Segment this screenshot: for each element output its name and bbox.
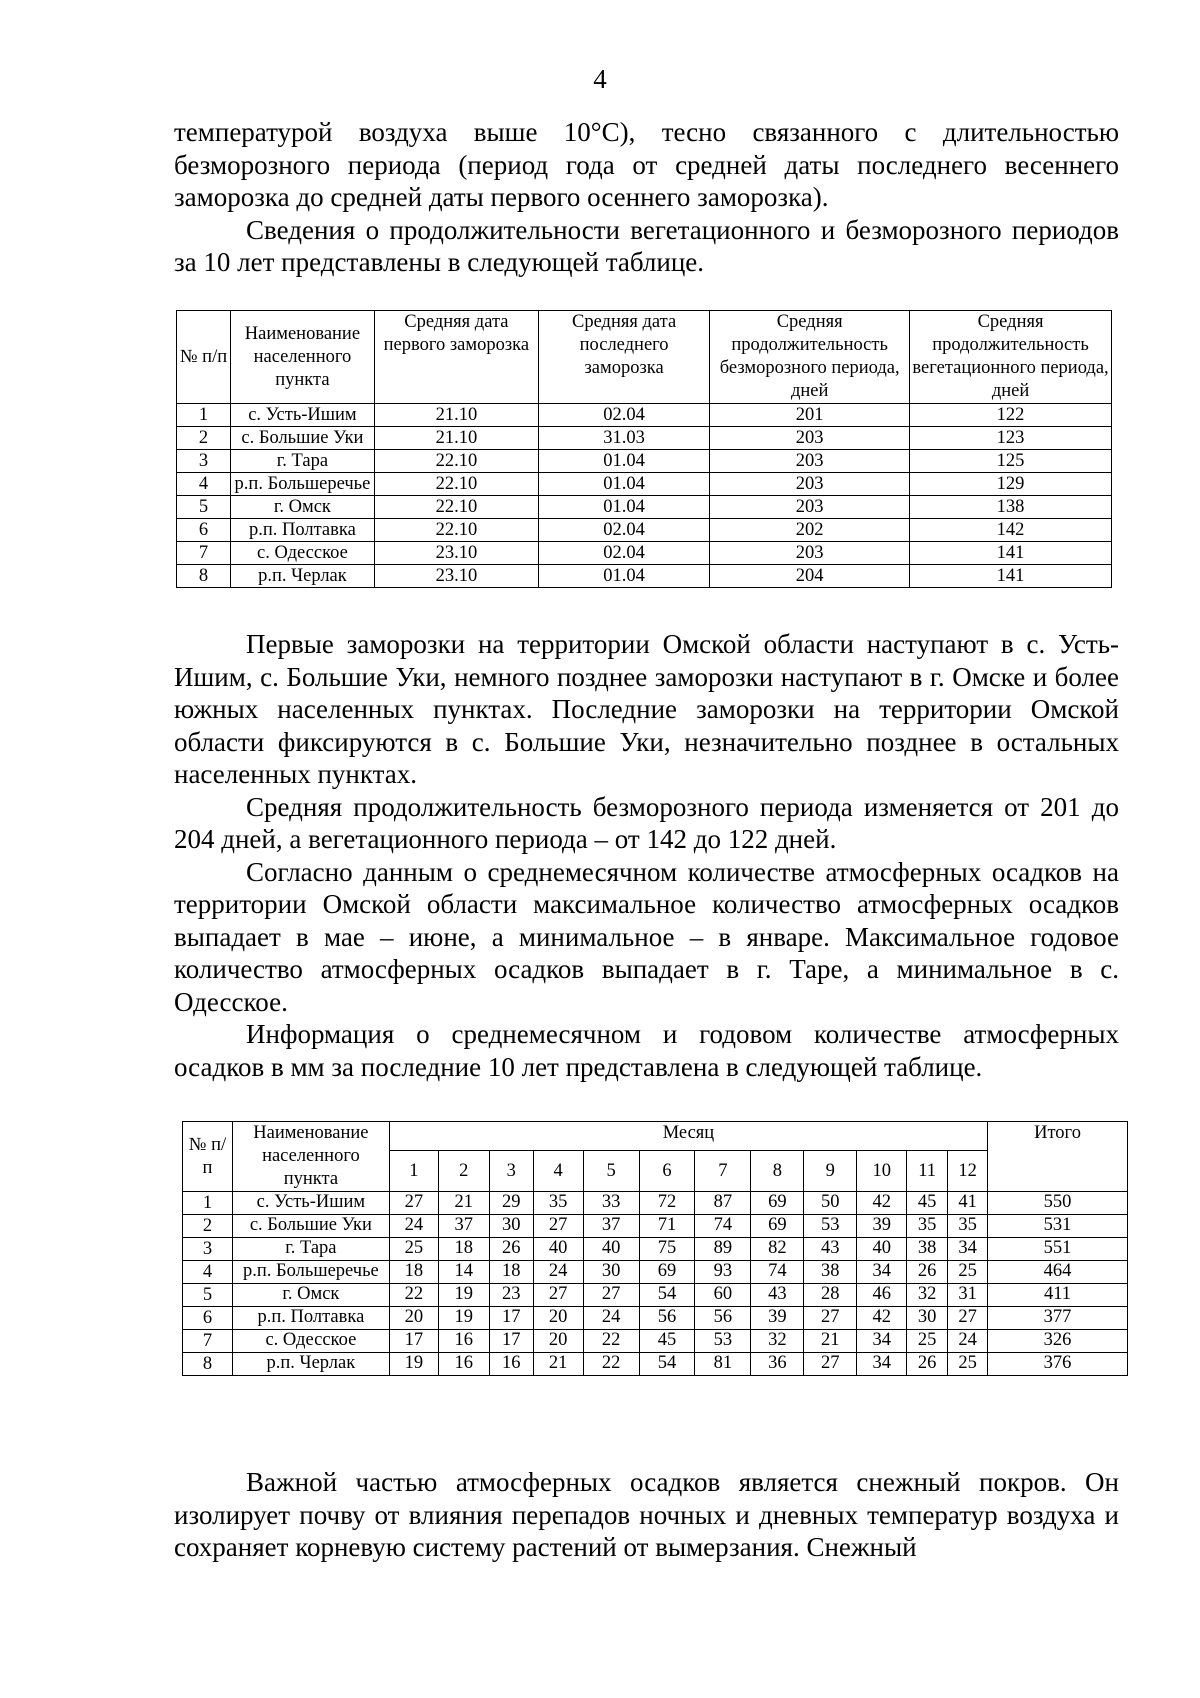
table-cell: 02.04 <box>538 404 709 427</box>
table-cell: 6 <box>183 1307 233 1330</box>
table-cell: 29 <box>489 1192 533 1215</box>
table-cell: 376 <box>988 1353 1128 1376</box>
table-cell: 3 <box>177 450 231 473</box>
header-cell: Наименование населенного пункта <box>231 311 375 404</box>
table-cell: 40 <box>857 1238 907 1261</box>
table-cell: 326 <box>988 1330 1128 1353</box>
table-cell: 38 <box>804 1261 857 1284</box>
table-cell: 27 <box>533 1215 583 1238</box>
table-cell: 74 <box>751 1261 804 1284</box>
table-cell: 23 <box>489 1284 533 1307</box>
table-cell: 36 <box>751 1353 804 1376</box>
table-cell: 551 <box>988 1238 1128 1261</box>
table-cell: 25 <box>907 1330 948 1353</box>
table-cell: 53 <box>804 1215 857 1238</box>
table-row <box>177 473 1112 496</box>
table-cell: 45 <box>907 1192 948 1215</box>
table-cell: 141 <box>910 565 1112 588</box>
table-cell: с. Усть-Ишим <box>231 404 375 427</box>
table-cell: 35 <box>948 1215 988 1238</box>
table-cell: г. Омск <box>232 1284 389 1307</box>
header-cell: Месяц <box>389 1122 987 1151</box>
table-row <box>183 1284 1128 1307</box>
table-cell: 8 <box>177 565 231 588</box>
table-cell: 22 <box>583 1330 639 1353</box>
table-row <box>183 1307 1128 1330</box>
table-cell: 42 <box>857 1307 907 1330</box>
paragraph: Важной частью атмосферных осадков является снежный покров. Он изолирует почву от влияния перепадов ночных и дневных температур воздуха и сохраняет корневую систему растений от вымерзания. Снежный <box>174 1467 1119 1562</box>
table-cell: 30 <box>489 1215 533 1238</box>
table-cell: г. Тара <box>231 450 375 473</box>
table-cell: 201 <box>710 404 910 427</box>
month-header: 4 <box>533 1151 583 1192</box>
month-header: 1 <box>389 1151 438 1192</box>
table-cell: 24 <box>533 1261 583 1284</box>
table-cell: 54 <box>639 1284 695 1307</box>
table-cell: 30 <box>583 1261 639 1284</box>
table-cell: 1 <box>183 1192 233 1215</box>
table-row <box>183 1353 1128 1376</box>
table-row <box>183 1238 1128 1261</box>
table-cell: 125 <box>910 450 1112 473</box>
table-cell: 4 <box>183 1261 233 1284</box>
table-cell: 27 <box>533 1284 583 1307</box>
table-cell: 20 <box>533 1330 583 1353</box>
table-cell: 34 <box>948 1238 988 1261</box>
table-cell: с. Одесское <box>231 542 375 565</box>
table-cell: 5 <box>183 1284 233 1307</box>
table-cell: 142 <box>910 519 1112 542</box>
table-cell: 40 <box>533 1238 583 1261</box>
table-cell: 01.04 <box>538 450 709 473</box>
table-cell: 54 <box>639 1353 695 1376</box>
table-cell: 203 <box>710 496 910 519</box>
table-cell: 46 <box>857 1284 907 1307</box>
paragraph: Средняя продолжительность безморозного периода изменяется от 201 до 204 дней, а вегетационного периода – от 142 до 122 дней. <box>174 791 1119 854</box>
month-header: 11 <box>907 1151 948 1192</box>
table-cell: 89 <box>695 1238 751 1261</box>
frost-periods-table <box>176 310 1112 588</box>
table-cell: 27 <box>804 1353 857 1376</box>
table-cell: 3 <box>183 1238 233 1261</box>
table-cell: р.п. Большеречье <box>232 1261 389 1284</box>
table-row <box>177 565 1112 588</box>
table-cell: 129 <box>910 473 1112 496</box>
table-cell: 27 <box>804 1307 857 1330</box>
table-cell: 31 <box>948 1284 988 1307</box>
table-cell: 74 <box>695 1215 751 1238</box>
month-header: 8 <box>751 1151 804 1192</box>
table-cell: 7 <box>183 1330 233 1353</box>
table-cell: 20 <box>389 1307 438 1330</box>
table-header-row <box>177 311 1112 404</box>
table-cell: р.п. Большеречье <box>231 473 375 496</box>
table-cell: 01.04 <box>538 496 709 519</box>
paragraph: Первые заморозки на территории Омской области наступают в с. Усть-Ишим, с. Большие Уки, немного позднее заморозки наступают в г. Омске и более южных населенных пунктах. Последние заморозки на территории Омской области фиксируются в с. Большие Уки, незначительно позднее в остальных населенных пунктах. <box>174 629 1119 789</box>
table-cell: 01.04 <box>538 565 709 588</box>
table-cell: 6 <box>177 519 231 542</box>
table-cell: 4 <box>177 473 231 496</box>
paragraph: температурой воздуха выше 10°C), тесно связанного с длительностью безморозного периода (период года от средней даты последнего весеннего заморозка до средней даты первого осеннего заморозка). <box>174 117 1119 212</box>
table-cell: 37 <box>438 1215 489 1238</box>
table-cell: 122 <box>910 404 1112 427</box>
header-cell: Средняя продолжительность вегетационного периода, дней <box>910 311 1112 404</box>
table-cell: 23.10 <box>374 542 538 565</box>
table-cell: 69 <box>751 1192 804 1215</box>
month-header: 6 <box>639 1151 695 1192</box>
month-header: 10 <box>857 1151 907 1192</box>
table-cell: 40 <box>583 1238 639 1261</box>
table-cell: 203 <box>710 473 910 496</box>
table-cell: 39 <box>857 1215 907 1238</box>
table-cell: 22.10 <box>374 496 538 519</box>
table-cell: 464 <box>988 1261 1128 1284</box>
table-cell: 21.10 <box>374 427 538 450</box>
table-cell: 24 <box>948 1330 988 1353</box>
table-cell: 21 <box>804 1330 857 1353</box>
table-cell: р.п. Полтавка <box>231 519 375 542</box>
intro-text <box>174 116 1119 279</box>
table-cell: 32 <box>751 1330 804 1353</box>
table-cell: 17 <box>489 1307 533 1330</box>
table-row <box>177 519 1112 542</box>
table-cell: 531 <box>988 1215 1128 1238</box>
precipitation-table <box>182 1121 1128 1376</box>
table-row <box>177 542 1112 565</box>
table-cell: 138 <box>910 496 1112 519</box>
table-cell: 203 <box>710 450 910 473</box>
table-cell: 27 <box>583 1284 639 1307</box>
table-cell: 5 <box>177 496 231 519</box>
table-cell: 16 <box>489 1353 533 1376</box>
table-cell: 18 <box>389 1261 438 1284</box>
table-cell: 25 <box>948 1261 988 1284</box>
table-cell: 33 <box>583 1192 639 1215</box>
table-cell: 81 <box>695 1353 751 1376</box>
table-cell: 203 <box>710 427 910 450</box>
header-cell: Наименование населенного пункта <box>232 1122 389 1192</box>
table-cell: 43 <box>751 1284 804 1307</box>
table-cell: 31.03 <box>538 427 709 450</box>
table-cell: 1 <box>177 404 231 427</box>
table-cell: 56 <box>695 1307 751 1330</box>
table-cell: 82 <box>751 1238 804 1261</box>
table-cell: 02.04 <box>538 519 709 542</box>
table-cell: 75 <box>639 1238 695 1261</box>
month-header: 9 <box>804 1151 857 1192</box>
table-row <box>177 427 1112 450</box>
table-cell: 22 <box>389 1284 438 1307</box>
page-number: 4 <box>593 64 607 94</box>
table-cell: 69 <box>639 1261 695 1284</box>
table-cell: 203 <box>710 542 910 565</box>
table-cell: с. Большие Уки <box>231 427 375 450</box>
table-row <box>177 496 1112 519</box>
table-cell: 2 <box>183 1215 233 1238</box>
table-cell: 32 <box>907 1284 948 1307</box>
table-cell: 35 <box>533 1192 583 1215</box>
month-header: 3 <box>489 1151 533 1192</box>
table-cell: 71 <box>639 1215 695 1238</box>
table-cell: 19 <box>438 1307 489 1330</box>
middle-text <box>174 628 1119 1083</box>
table-cell: р.п. Полтавка <box>232 1307 389 1330</box>
table-cell: 123 <box>910 427 1112 450</box>
table-cell: 204 <box>710 565 910 588</box>
month-header: 5 <box>583 1151 639 1192</box>
table-cell: с. Одесское <box>232 1330 389 1353</box>
table-cell: 22 <box>583 1353 639 1376</box>
table-cell: 22.10 <box>374 473 538 496</box>
table-row <box>177 450 1112 473</box>
table-cell: 41 <box>948 1192 988 1215</box>
table-cell: с. Большие Уки <box>232 1215 389 1238</box>
table-cell: 17 <box>489 1330 533 1353</box>
header-cell: Средняя дата последнего заморозка <box>538 311 709 404</box>
header-cell: Итого <box>988 1122 1128 1192</box>
table-cell: 16 <box>438 1353 489 1376</box>
table-cell: 53 <box>695 1330 751 1353</box>
header-cell: № п/п <box>183 1122 233 1192</box>
table-cell: 60 <box>695 1284 751 1307</box>
table-cell: 28 <box>804 1284 857 1307</box>
table-cell: 377 <box>988 1307 1128 1330</box>
table-cell: 02.04 <box>538 542 709 565</box>
table-cell: 18 <box>489 1261 533 1284</box>
table-cell: 56 <box>639 1307 695 1330</box>
table-row <box>183 1330 1128 1353</box>
table-cell: 43 <box>804 1238 857 1261</box>
table-cell: 37 <box>583 1215 639 1238</box>
table-cell: 17 <box>389 1330 438 1353</box>
table-cell: 22.10 <box>374 450 538 473</box>
table-cell: 87 <box>695 1192 751 1215</box>
table-cell: 2 <box>177 427 231 450</box>
table-cell: 45 <box>639 1330 695 1353</box>
table-cell: 18 <box>438 1238 489 1261</box>
table-cell: 14 <box>438 1261 489 1284</box>
table-cell: 39 <box>751 1307 804 1330</box>
table-cell: 16 <box>438 1330 489 1353</box>
header-cell: Средняя дата первого заморозка <box>374 311 538 404</box>
table-cell: 202 <box>710 519 910 542</box>
table-cell: 34 <box>857 1330 907 1353</box>
header-cell: № п/п <box>177 311 231 404</box>
table-cell: 21.10 <box>374 404 538 427</box>
table-cell: 26 <box>907 1353 948 1376</box>
table-cell: 7 <box>177 542 231 565</box>
table-cell: 69 <box>751 1215 804 1238</box>
table-cell: 26 <box>489 1238 533 1261</box>
table-cell: г. Тара <box>232 1238 389 1261</box>
table-cell: 22.10 <box>374 519 538 542</box>
table-cell: р.п. Черлак <box>232 1353 389 1376</box>
month-header: 7 <box>695 1151 751 1192</box>
table-cell: 25 <box>389 1238 438 1261</box>
table-cell: 21 <box>438 1192 489 1215</box>
table-cell: 19 <box>389 1353 438 1376</box>
table-row <box>183 1261 1128 1284</box>
table-cell: 141 <box>910 542 1112 565</box>
table-cell: 411 <box>988 1284 1128 1307</box>
table-cell: 27 <box>948 1307 988 1330</box>
month-header: 12 <box>948 1151 988 1192</box>
table-cell: 20 <box>533 1307 583 1330</box>
table-cell: 34 <box>857 1353 907 1376</box>
table-cell: 21 <box>533 1353 583 1376</box>
table-cell: 25 <box>948 1353 988 1376</box>
final-text <box>174 1466 1119 1564</box>
table-cell: 30 <box>907 1307 948 1330</box>
table-cell: 93 <box>695 1261 751 1284</box>
table-header-row <box>183 1122 1128 1151</box>
header-cell: Средняя продолжительность безморозного периода, дней <box>710 311 910 404</box>
table-cell: 34 <box>857 1261 907 1284</box>
table-cell: р.п. Черлак <box>231 565 375 588</box>
table-cell: 23.10 <box>374 565 538 588</box>
table-cell: 24 <box>389 1215 438 1238</box>
table-cell: 72 <box>639 1192 695 1215</box>
table-cell: 38 <box>907 1238 948 1261</box>
table-cell: 24 <box>583 1307 639 1330</box>
table-cell: 550 <box>988 1192 1128 1215</box>
paragraph: Информация о среднемесячном и годовом количестве атмосферных осадков в мм за последние 10 лет представлена в следующей таблице. <box>174 1019 1119 1082</box>
precipitation-table-body <box>183 1192 1128 1376</box>
table-cell: 27 <box>389 1192 438 1215</box>
table-cell: 35 <box>907 1215 948 1238</box>
table-cell: 42 <box>857 1192 907 1215</box>
paragraph: Согласно данным о среднемесячном количестве атмосферных осадков на территории Омской области максимальное количество атмосферных осадков выпадает в мае – июне, а минимальное – в январе. Максимальное годовое количество атмосферных осадков выпадает в г. Таре, а минимальное в с. Одесское. <box>174 856 1119 1017</box>
table-cell: с. Усть-Ишим <box>232 1192 389 1215</box>
table-row <box>177 404 1112 427</box>
table-cell: 8 <box>183 1353 233 1376</box>
paragraph: Сведения о продолжительности вегетационного и безморозного периодов за 10 лет представлены в следующей таблице. <box>174 214 1119 277</box>
table-row <box>183 1192 1128 1215</box>
table-row <box>183 1215 1128 1238</box>
table-cell: 26 <box>907 1261 948 1284</box>
month-header: 2 <box>438 1151 489 1192</box>
table-cell: 01.04 <box>538 473 709 496</box>
table-cell: г. Омск <box>231 496 375 519</box>
table-cell: 50 <box>804 1192 857 1215</box>
table-cell: 19 <box>438 1284 489 1307</box>
